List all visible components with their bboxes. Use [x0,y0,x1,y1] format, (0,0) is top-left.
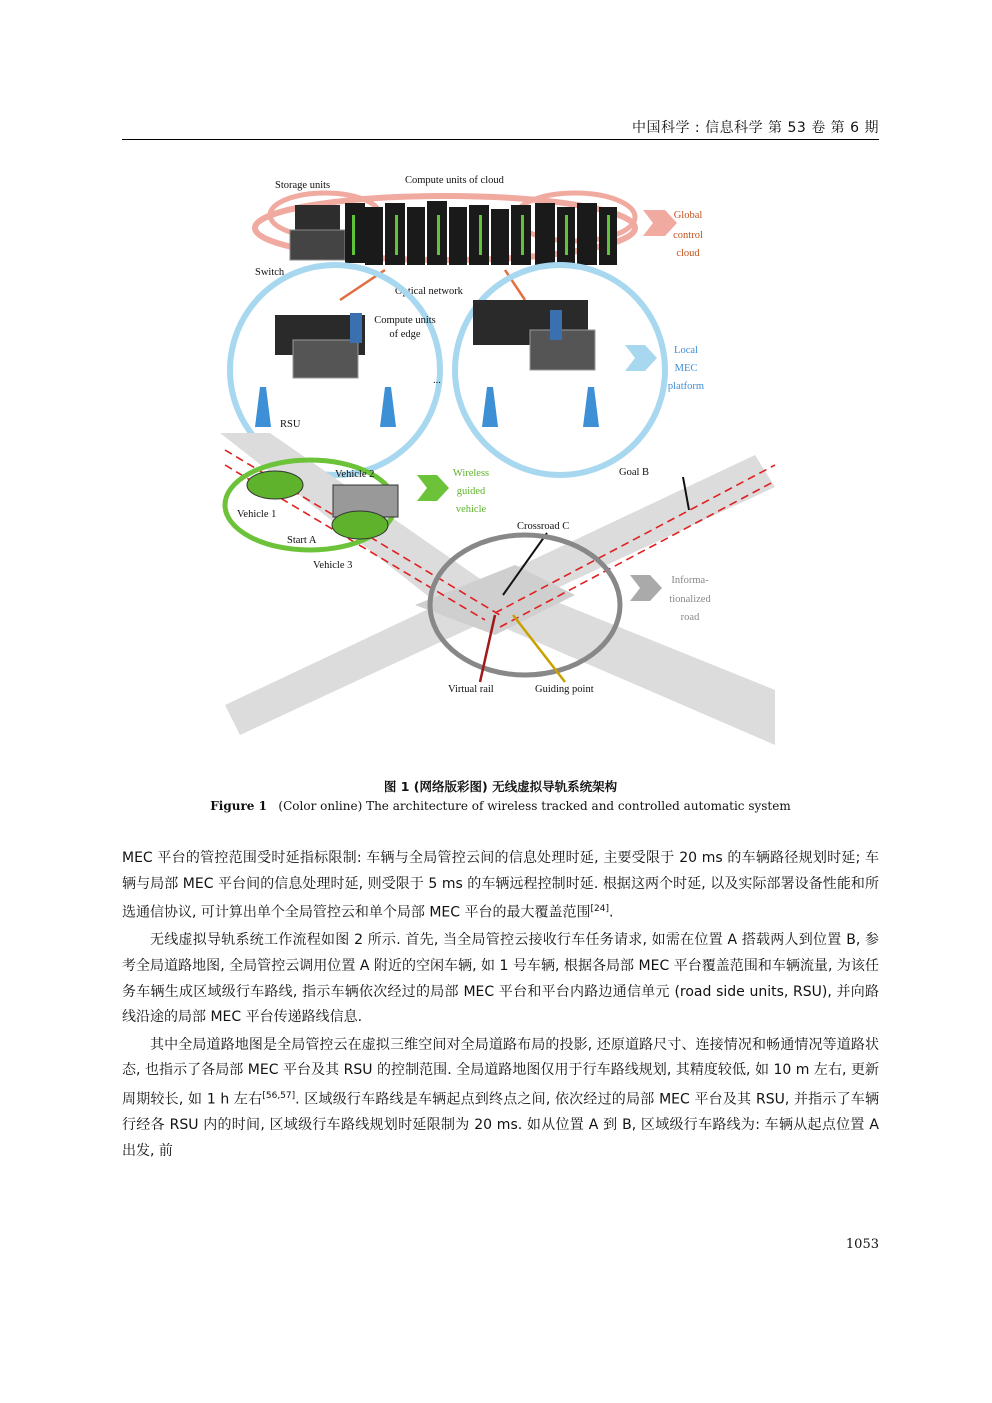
edge-ellipsis: ... [433,375,441,386]
local-mec-arrow [625,345,657,371]
cloud-server-racks [290,201,617,265]
global-control-cloud-label-1: Global [673,210,703,221]
figure-caption-en-label: Figure 1 [210,799,267,813]
local-mec-label-3: platform [667,381,705,392]
citation-56-57: [56,57] [262,1091,296,1101]
rsu-label: RSU [280,419,301,430]
figure-caption-en [122,799,879,813]
optical-network-label: Optical network [395,286,463,297]
local-mec-label-1: Local [674,345,698,356]
storage-units-label: Storage units [275,180,331,191]
goal-b-label: Goal B [619,467,650,478]
start-a-label: Start A [287,535,317,546]
vehicle-3-label: Vehicle 3 [313,560,353,571]
paragraph-1-end: . [608,904,614,921]
figure-caption-cn: 图 1 (网络版彩图) 无线虚拟导轨系统架构 [383,779,618,794]
guiding-point-label: Guiding point [535,684,594,695]
figure-caption-en-text: (Color online) The architecture of wireless tracked and controlled automatic system [278,799,791,813]
wireless-vehicle-arrow [417,475,449,501]
paragraph-3 [122,1033,879,1165]
wireless-vehicle-label-2: guided [456,486,486,497]
paragraph-3-text-a: 其中全局道路地图是全局管控云在虚拟三维空间对全局道路布局的投影, 还原道路尺寸、连接情况和畅通情况等道路状态, 也指示了各局部 MEC 平台及其 RSU 的控制范围. 全局道路地图仅用于行车路线规划, 其精度较低, 如 10 m 左右, 更新周期较长, 如 1 h 左右 [122,1036,879,1108]
crossroad-c-label: Crossroad C [517,521,570,532]
virtual-rail-label: Virtual rail [448,684,494,695]
wireless-vehicle-label-3: vehicle [455,504,487,515]
global-control-cloud-label-2: control [673,230,703,241]
edge-server-left [275,313,365,378]
paragraph-3-text-b: . 区域级行车路线是车辆起点到终点之间, 依次经过的局部 MEC 平台及其 RSU, 并指示了车辆行经各 RSU 内的时间, 区域级行车路线规划时延限制为 20 ms. 如从位置 A 到 B, 区域级行车路线为: 车辆从起点位置 A 出发, 前 [122,1091,879,1159]
paragraph-1-text: MEC 平台的管控范围受时延指标限制: 车辆与全局管控云间的信息处理时延, 主要受限于 20 ms 的车辆路径规划时延; 车辆与局部 MEC 平台间的信息处理时延, 则受限于 5 ms 的车辆远程控制时延. 根据这两个时延, 以及实际部署设备性能和所选通信协议, 可计算出单个全局管控云和单个局部 MEC 平台的最大覆盖范围 [122,850,879,921]
running-header: 中国科学 : 信息科学 第 53 卷 第 6 期 [631,120,879,136]
informationalized-road-label-3: road [680,612,700,623]
informationalized-road-label-2: tionalized [669,594,711,605]
architecture-figure [215,165,790,770]
page-number: 1053 [845,1237,879,1252]
compute-units-cloud-label: Compute units of cloud [405,175,504,186]
global-cloud-arrow [643,210,677,236]
paragraph-2: 无线虚拟导轨系统工作流程如图 2 所示. 首先, 当全局管控云接收行车任务请求, 如需在位置 A 搭载两人到位置 B, 参考全局道路地图, 全局管控云调用位置 A 附近的空闲车辆, 如 1 号车辆, 根据各局部 MEC 平台覆盖范围和车辆流量, 为该任务车辆生成区域级行车路线, 指示车辆依次经过的局部 MEC 平台和平台内路边通信单元 (road side units, RSU), 并向路线沿途的局部 MEC 平台传递路线信息. [122,932,879,1026]
paragraph-1 [122,846,879,926]
compute-units-edge-label-1: Compute units [374,315,436,326]
vehicle-2-label: Vehicle 2 [335,469,375,480]
citation-24: [24] [590,904,609,915]
wireless-vehicle-label-1: Wireless [452,468,490,479]
road-network [220,433,775,745]
edge-server-right [473,300,595,370]
informationalized-road-label-1: Informa- [671,575,709,586]
switch-label: Switch [255,267,285,278]
body-text [122,846,879,1166]
informationalized-road-arrow [630,575,662,601]
vehicle-1-label: Vehicle 1 [237,509,277,520]
global-control-cloud-label-3: cloud [676,248,700,259]
compute-units-edge-label-2: of edge [389,329,421,340]
local-mec-label-2: MEC [674,363,698,374]
header-rule [122,139,879,140]
